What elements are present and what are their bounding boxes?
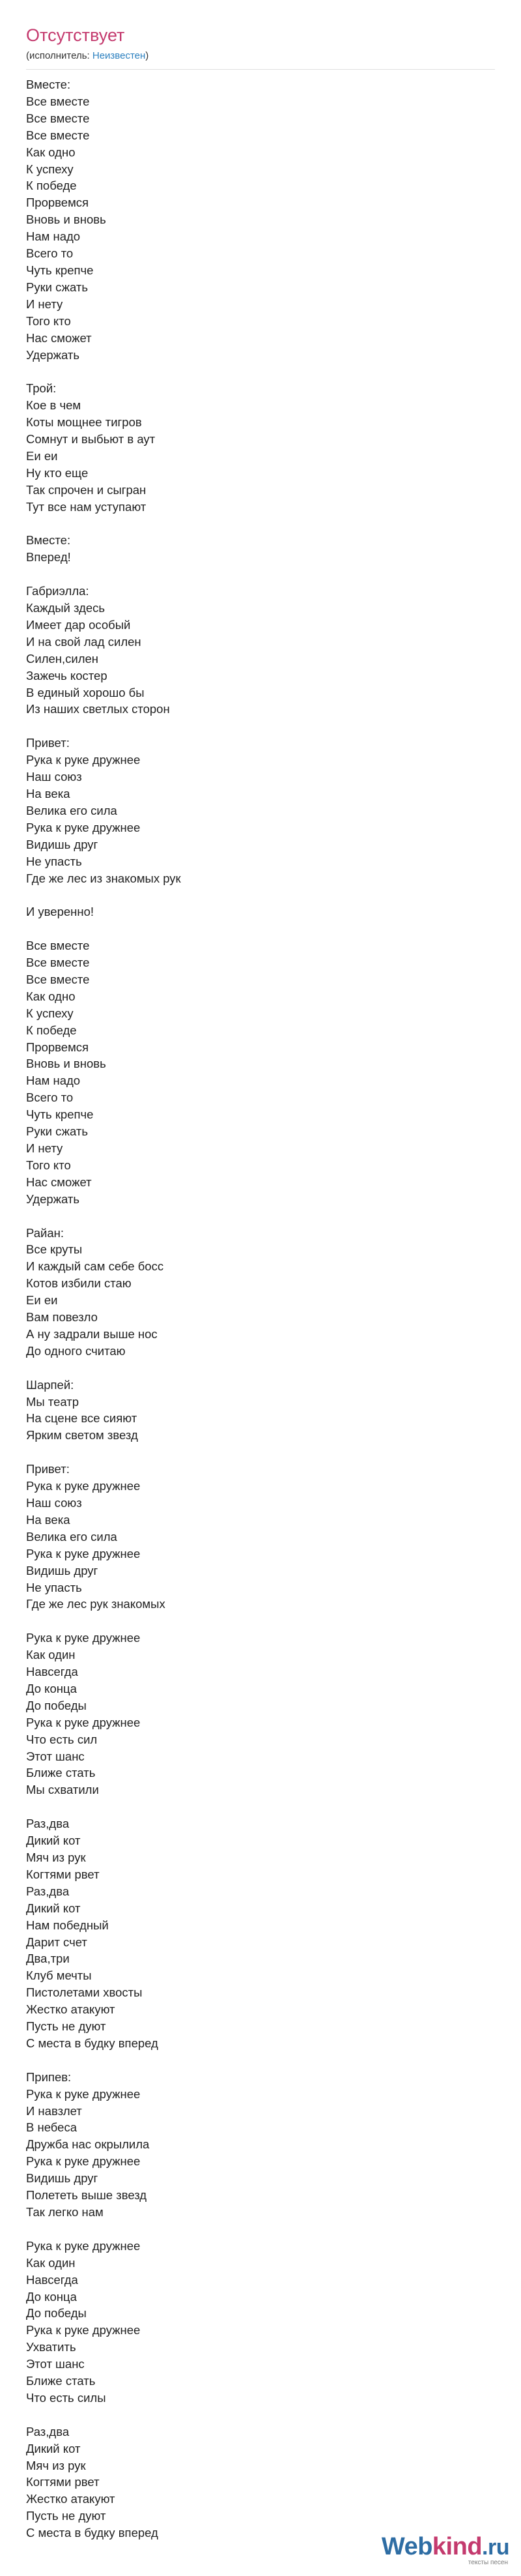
lyric-line: И уверенно! <box>26 905 94 919</box>
lyric-line: В единый хорошо бы <box>26 685 145 699</box>
lyric-line: Ближе стать <box>26 1766 96 1780</box>
artist-suffix: ) <box>145 50 149 61</box>
lyric-line: Что есть сил <box>26 1732 98 1746</box>
lyric-line: Когтями рвет <box>26 1867 100 1881</box>
lyric-line: Зажечь костер <box>26 668 107 682</box>
lyric-line: Райан: <box>26 1225 64 1240</box>
lyric-line: Еи еи <box>26 448 58 463</box>
lyric-line: С места в будку вперед <box>26 2036 158 2050</box>
lyric-line: И каждый сам себе босс <box>26 1259 164 1274</box>
artist-link[interactable]: Неизвестен <box>92 50 146 61</box>
lyric-line: Как одно <box>26 989 76 1003</box>
blank-line <box>26 920 495 937</box>
lyric-line: Как один <box>26 2255 76 2270</box>
lyric-line: Трой: <box>26 381 57 396</box>
lyric-line: Вам повезло <box>26 1310 98 1325</box>
lyric-line: Прорвемся <box>26 1040 89 1054</box>
blank-line <box>26 1613 495 1630</box>
blank-line <box>26 363 495 380</box>
lyric-line: Всего то <box>26 1090 74 1105</box>
lyric-line: Коты мощнее тигров <box>26 415 142 430</box>
lyric-line: Ярким светом звезд <box>26 1428 138 1442</box>
blank-line <box>26 1208 495 1225</box>
lyric-line: Все вместе <box>26 111 90 125</box>
blank-line <box>26 1444 495 1461</box>
lyric-line: Дикий кот <box>26 1834 81 1848</box>
blank-line <box>26 2052 495 2069</box>
lyric-line: Как один <box>26 1648 76 1662</box>
lyric-line: Дикий кот <box>26 2441 81 2455</box>
lyric-line: Рука к руке дружнее <box>26 2086 141 2101</box>
lyric-line: Мы театр <box>26 1394 79 1409</box>
lyric-line: Где же лес из знакомых рук <box>26 871 181 885</box>
lyric-line: Еи еи <box>26 1293 58 1308</box>
lyric-line: Рука к руке дружнее <box>26 820 141 834</box>
lyric-line: Так легко нам <box>26 2205 104 2219</box>
lyric-line: Видишь друг <box>26 1563 98 1577</box>
lyric-line: Ближе стать <box>26 2374 96 2388</box>
lyric-line: К успеху <box>26 1006 74 1020</box>
lyric-line: До победы <box>26 1698 87 1712</box>
lyric-line: Вперед! <box>26 550 71 564</box>
lyric-line: Полететь выше звезд <box>26 2188 147 2203</box>
lyric-line: Жестко атакуют <box>26 2002 115 2017</box>
lyric-line: К победе <box>26 179 77 193</box>
lyric-line: Пистолетами хвосты <box>26 1985 143 2000</box>
lyric-line: Руки сжать <box>26 1124 88 1139</box>
lyric-line: И нету <box>26 1141 63 1155</box>
lyric-line: Габриэлла: <box>26 584 89 598</box>
lyric-line: Привет: <box>26 1462 70 1476</box>
lyric-line: Все вместе <box>26 972 90 986</box>
lyric-line: Шарпей: <box>26 1377 74 1392</box>
lyrics-body <box>26 76 495 2541</box>
lyric-line: И нету <box>26 297 63 311</box>
lyric-line: Вновь и вновь <box>26 212 106 227</box>
lyric-line: Что есть силы <box>26 2390 106 2405</box>
lyric-line: Вместе: <box>26 533 71 548</box>
lyric-line: Велика его сила <box>26 803 117 817</box>
lyric-line: Сомнут и выбьют в аут <box>26 432 156 446</box>
lyric-line: Все круты <box>26 1242 83 1257</box>
lyric-line: Этот шанс <box>26 2357 85 2371</box>
lyric-line: Того кто <box>26 314 71 328</box>
lyric-line: К успеху <box>26 162 74 176</box>
lyric-line: Два,три <box>26 1952 70 1966</box>
blank-line <box>26 2407 495 2423</box>
blank-line <box>26 566 495 583</box>
lyric-line: Все вместе <box>26 956 90 970</box>
lyric-line: Как одно <box>26 145 76 159</box>
lyric-line: До конца <box>26 2289 77 2304</box>
lyric-line: И на свой лад силен <box>26 634 141 649</box>
lyric-line: Так спрочен и сыгран <box>26 482 147 497</box>
blank-line <box>26 516 495 533</box>
lyric-line: Пусть не дуют <box>26 2509 106 2523</box>
artist-prefix: (исполнитель: <box>26 50 92 61</box>
lyric-line: Рука к руке дружнее <box>26 753 141 767</box>
lyric-line: Этот шанс <box>26 1749 85 1763</box>
artist-line <box>26 50 495 63</box>
lyric-line: Раз,два <box>26 2424 70 2438</box>
lyric-line: Навсегда <box>26 2272 78 2287</box>
lyric-line: Велика его сила <box>26 1529 117 1544</box>
lyric-line: Видишь друг <box>26 2171 98 2186</box>
lyric-line: Вновь и вновь <box>26 1057 106 1071</box>
lyric-line: Мяч из рук <box>26 1850 86 1864</box>
logo-part-ru: .ru <box>482 2535 509 2560</box>
lyric-line: Мы схватили <box>26 1783 99 1797</box>
lyric-line: Где же лес рук знакомых <box>26 1597 165 1611</box>
lyric-line: Жестко атакуют <box>26 2492 115 2506</box>
lyric-line: Удержать <box>26 1192 80 1206</box>
lyric-line: Раз,два <box>26 1817 70 1831</box>
blank-line <box>26 718 495 735</box>
lyric-line: Удержать <box>26 347 80 362</box>
lyric-line: До конца <box>26 1681 77 1695</box>
header-divider <box>26 69 495 70</box>
lyric-line: Ну кто еще <box>26 465 89 480</box>
lyric-line: Привет: <box>26 736 70 750</box>
lyric-line: Все вместе <box>26 94 90 108</box>
lyric-line: Дружба нас окрылила <box>26 2137 150 2152</box>
lyric-line: На века <box>26 787 70 800</box>
logo-part-web: Web <box>381 2533 432 2560</box>
lyric-line: Не упасть <box>26 1580 82 1594</box>
lyric-line: И навзлет <box>26 2103 82 2118</box>
lyric-line: В небеса <box>26 2120 77 2135</box>
lyric-line: Мяч из рук <box>26 2458 86 2472</box>
lyric-line: Видишь друг <box>26 837 98 851</box>
lyric-line: Вместе: <box>26 78 71 91</box>
lyric-line: Нам надо <box>26 229 81 244</box>
lyric-line: До одного считаю <box>26 1343 126 1358</box>
lyric-line: Имеет дар особый <box>26 617 131 632</box>
lyric-line: Клуб мечты <box>26 1969 92 1983</box>
lyric-line: Рука к руке дружнее <box>26 2238 141 2253</box>
blank-line <box>26 1798 495 1815</box>
lyric-line: Рука к руке дружнее <box>26 1546 141 1560</box>
lyric-line: Наш союз <box>26 1495 82 1510</box>
lyric-line: Руки сжать <box>26 280 88 294</box>
lyric-line: Рука к руке дружнее <box>26 1715 141 1729</box>
lyric-line: Нас сможет <box>26 330 92 345</box>
lyric-line: Всего то <box>26 246 74 261</box>
lyric-line: Дарит счет <box>26 1935 87 1949</box>
lyric-line: До победы <box>26 2306 87 2320</box>
lyric-line: Тут все нам уступают <box>26 499 147 514</box>
lyric-line: Все вместе <box>26 128 90 142</box>
lyric-line: Котов избили стаю <box>26 1276 132 1291</box>
webkind-logo[interactable] <box>382 2534 509 2567</box>
lyric-line: К победе <box>26 1023 77 1037</box>
lyric-line: Рука к руке дружнее <box>26 2323 141 2337</box>
lyric-line: Нас сможет <box>26 1175 92 1189</box>
lyric-line: С места в будку вперед <box>26 2526 158 2540</box>
lyric-line: Ухватить <box>26 2340 76 2354</box>
lyric-line: Наш союз <box>26 770 82 784</box>
lyric-line: Рука к руке дружнее <box>26 2154 141 2169</box>
lyric-line: Нам надо <box>26 1074 81 1088</box>
lyric-line: Пусть не дуют <box>26 2019 106 2034</box>
blank-line <box>26 1360 495 1377</box>
lyric-line: А ну задрали выше нос <box>26 1326 158 1341</box>
lyric-line: Рука к руке дружнее <box>26 1479 141 1493</box>
lyric-line: Каждый здесь <box>26 601 106 615</box>
lyric-line: Силен,силен <box>26 651 99 666</box>
lyric-line: На сцене все сияют <box>26 1411 137 1426</box>
lyric-line: Навсегда <box>26 1665 78 1679</box>
lyric-line: Все вместе <box>26 939 90 953</box>
lyric-line: Того кто <box>26 1158 71 1172</box>
lyric-line: На века <box>26 1512 70 1527</box>
blank-line <box>26 2221 495 2238</box>
lyric-line: Не упасть <box>26 854 82 868</box>
lyrics-page <box>26 25 495 2541</box>
logo-tagline: тексты песен <box>468 2559 508 2566</box>
lyric-line: Прорвемся <box>26 196 89 210</box>
logo-wordmark <box>382 2534 509 2560</box>
logo-part-kind: kind <box>432 2533 483 2560</box>
lyric-line: Кое в чем <box>26 398 81 413</box>
lyric-line: Чуть крепче <box>26 263 94 277</box>
lyric-line: Раз,два <box>26 1884 70 1898</box>
lyric-line: Нам победный <box>26 1918 109 1932</box>
lyric-line: Из наших светлых сторон <box>26 702 170 716</box>
song-title: Отсутствует <box>26 25 125 45</box>
lyric-line: Припев: <box>26 2070 72 2084</box>
lyric-line: Когтями рвет <box>26 2475 100 2489</box>
lyric-line: Рука к руке дружнее <box>26 1631 141 1645</box>
blank-line <box>26 886 495 903</box>
lyric-line: Дикий кот <box>26 1901 81 1915</box>
lyric-line: Чуть крепче <box>26 1107 94 1122</box>
